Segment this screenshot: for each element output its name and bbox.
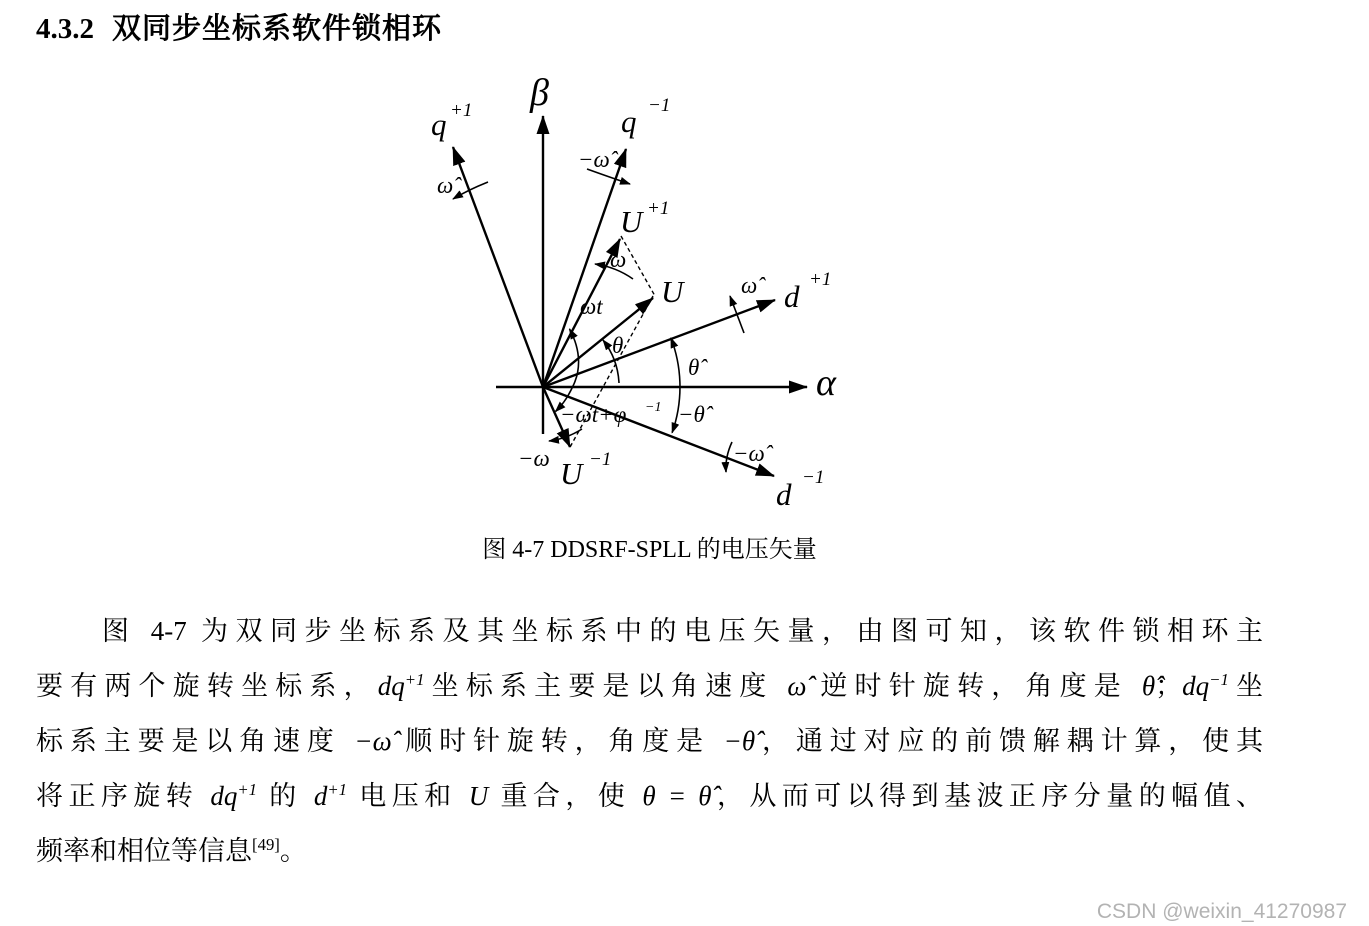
paragraph-line: 频率和相位等信息[49]。 <box>36 835 307 866</box>
q-positive-line <box>453 147 543 387</box>
d-positive-label: d <box>784 279 800 314</box>
d-positive-rotation-arc <box>730 296 744 333</box>
u-vector <box>543 274 686 387</box>
q-positive-label: q <box>431 107 447 142</box>
u-positive-superscript: +1 <box>647 198 670 219</box>
neg-omega-hat-label-d-negative: −ω̂ <box>733 441 765 466</box>
section-number: 4.3.2 <box>36 13 94 45</box>
d-negative-label: d <box>776 477 792 512</box>
neg-omega-t-phi-superscript: −1 <box>645 400 662 415</box>
alpha-axis-label: α <box>816 362 836 404</box>
theta-label: θ <box>612 333 624 358</box>
paragraph-line: 图 4-7 为双同步坐标系及其坐标系中的电压矢量，由图可知，该软件锁相环主 <box>102 616 1263 646</box>
omega-label-u-positive: ω <box>610 247 627 272</box>
omega-t-label: ωt <box>580 294 603 319</box>
omega-hat-label-q-positive: ω̂ <box>437 173 454 198</box>
section-heading <box>36 6 442 47</box>
q-negative-superscript: −1 <box>648 95 671 116</box>
u-positive-label: U <box>620 204 643 239</box>
neg-omega-label-u-negative: −ω <box>518 446 550 471</box>
d-negative-rotation-arc <box>726 442 732 472</box>
q-negative-label: q <box>621 104 637 139</box>
figure-caption: 图 4-7 DDSRF-SPLL 的电压矢量 <box>482 537 817 563</box>
d-negative-superscript: −1 <box>802 467 825 488</box>
q-positive-superscript: +1 <box>450 100 473 121</box>
body-paragraph <box>36 604 1263 879</box>
q-negative-axis <box>543 95 670 387</box>
beta-axis-label: β <box>530 75 549 114</box>
u-negative-label: U <box>560 456 583 491</box>
u-negative-superscript: −1 <box>589 449 612 470</box>
neg-omega-hat-label-q-negative: −ω̂ <box>578 147 610 172</box>
omega-hat-label-d-positive: ω̂ <box>741 273 758 298</box>
csdn-watermark: CSDN @weixin_41270987 <box>1096 900 1347 923</box>
paragraph-line: 将正序旋转 $dq^{+1}$ 的 $d^{+1}$ 电压和 U 重合，使 θ = θ̂，从而可以得到基波正序分量的幅值、 <box>36 780 1264 811</box>
u-positive-vector <box>543 198 669 387</box>
u-label: U <box>661 274 684 309</box>
neg-omega-t-phi-label: −ωt+φ <box>560 402 627 427</box>
vector-diagram <box>420 75 890 525</box>
paragraph-line: 标系主要是以角速度 −ω̂ 顺时针旋转，角度是 −θ̂，通过对应的前馈解耦计算，使其 <box>36 726 1264 756</box>
theta-hat-label: θ̂ <box>688 355 700 380</box>
q-positive-axis <box>431 100 543 387</box>
d-positive-superscript: +1 <box>809 269 832 290</box>
paragraph-line: 要有两个旋转坐标系，$dq^{+1}$坐标系主要是以角速度 ω̂ 逆时针旋转，角度是 θ̂；$dq^{-1}$坐 <box>36 670 1264 701</box>
section-title: 双同步坐标系软件锁相环 <box>112 13 443 45</box>
neg-theta-hat-label: −θ̂ <box>678 402 705 427</box>
